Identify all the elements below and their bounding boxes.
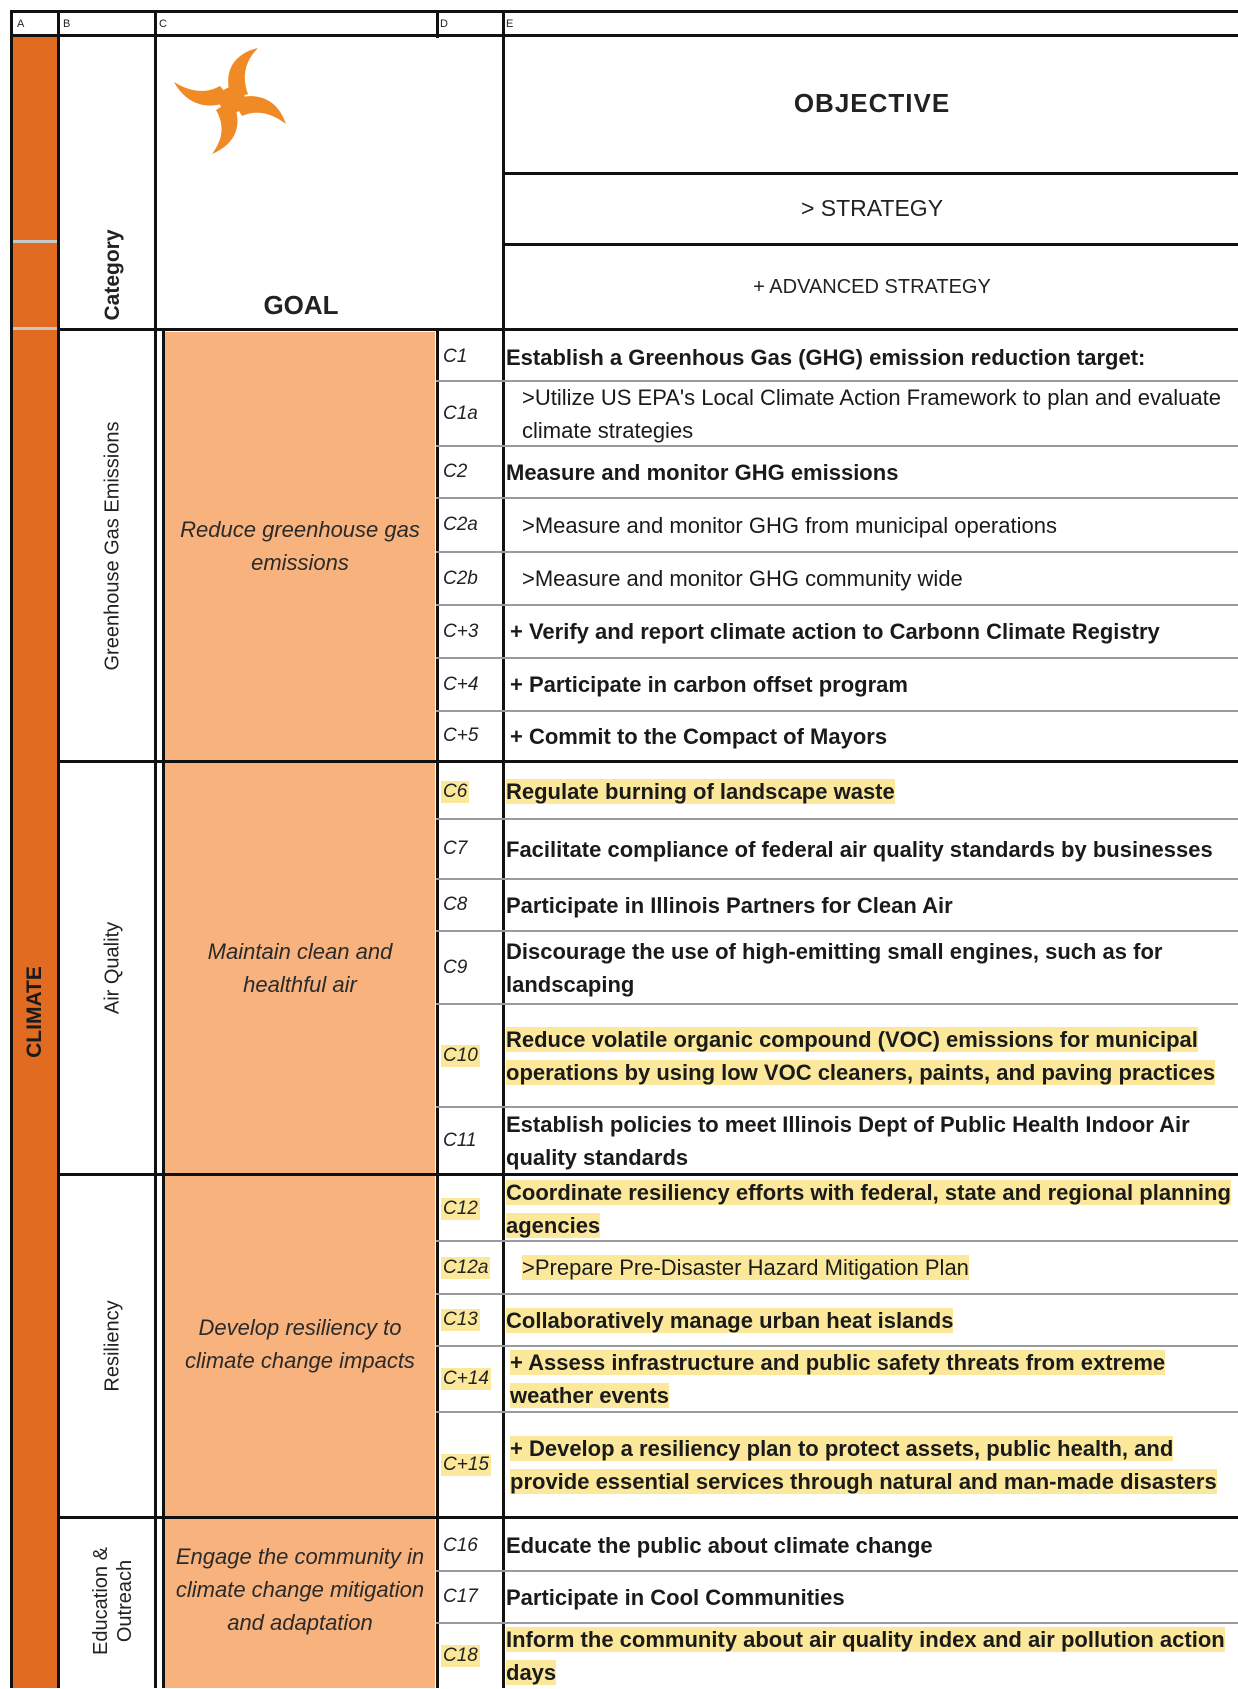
objective-text: >Prepare Pre-Disaster Hazard Mitigation Plan [522, 1255, 969, 1280]
grid-line [436, 330, 439, 1688]
category-ghg: Greenhouse Gas Emissions [101, 421, 124, 671]
grid-line [502, 243, 1238, 246]
objective-cell [506, 1242, 1236, 1293]
objective-code [441, 447, 501, 497]
objective-code [441, 606, 501, 657]
grid-line [436, 1106, 1238, 1108]
objective-text: Establish policies to meet Illinois Dept of Public Health Indoor Air quality standards [506, 1111, 1190, 1170]
objective-code [441, 820, 501, 878]
grid-line [502, 10, 505, 1688]
grid-line [436, 657, 1238, 659]
grid-line [436, 930, 1238, 932]
grid-line [57, 328, 1238, 331]
objective-code-text: C18 [443, 1645, 478, 1666]
grid-line [162, 330, 165, 1688]
climate-section-band [12, 36, 58, 1688]
category-education-label: Education & Outreach [90, 1547, 136, 1655]
objective-cell [506, 1005, 1236, 1106]
objective-cell [506, 1347, 1236, 1411]
grid-line [436, 1622, 1238, 1624]
objective-cell [506, 1108, 1236, 1173]
goal-education: Engage the community in climate change mitigation and adaptation [175, 1544, 425, 1635]
objective-code-text: C2b [443, 567, 478, 589]
objective-code [441, 712, 501, 760]
goal-ghg: Reduce greenhouse gas emissions [180, 517, 420, 575]
grid-line [57, 10, 60, 1688]
objective-code-text: C1 [443, 346, 468, 367]
grid-line [436, 380, 1238, 382]
objective-code [441, 659, 501, 710]
grid-line [436, 497, 1238, 499]
grid-line [57, 1173, 1238, 1176]
objective-text: Collaboratively manage urban heat islands [506, 1307, 954, 1333]
objective-cell [506, 1521, 1236, 1570]
objective-cell [506, 553, 1236, 604]
objective-text: + Verify and report climate action to Carbonn Climate Registry [510, 619, 1160, 644]
objective-code [441, 1295, 501, 1345]
grid-line [436, 1411, 1238, 1413]
column-header-b[interactable]: B [63, 18, 71, 30]
objective-code-text: C11 [443, 1129, 477, 1151]
objective-code-text: C12a [443, 1256, 489, 1278]
objective-code-text: C+14 [443, 1368, 489, 1389]
objective-code-text: C10 [443, 1044, 478, 1066]
objective-code-text: C9 [443, 956, 468, 978]
grid-line [57, 760, 1238, 763]
objective-code-text: C+5 [443, 725, 479, 746]
objective-cell [506, 606, 1236, 657]
grid-line [57, 1516, 1238, 1519]
objective-code [441, 932, 501, 1003]
objective-cell [506, 382, 1236, 445]
category-education [89, 1541, 137, 1661]
objective-code-text: C2 [443, 461, 468, 482]
grid-line [10, 10, 13, 1688]
objective-cell [506, 1624, 1236, 1688]
objective-cell [506, 334, 1236, 380]
grid-line [436, 818, 1238, 820]
grid-line [436, 1345, 1238, 1347]
grid-line [436, 1293, 1238, 1295]
band-separator-top [12, 240, 58, 243]
objective-text: >Utilize US EPA's Local Climate Action Framework to plan and evaluate climate strategies [522, 384, 1221, 443]
objective-code-text: C12 [443, 1198, 478, 1219]
objective-text: Establish a Greenhous Gas (GHG) emission reduction target: [506, 344, 1146, 370]
objective-code-text: C6 [443, 780, 468, 802]
objective-code-text: C8 [443, 894, 468, 915]
objective-text: Coordinate resiliency efforts with federal, state and regional planning agencies [506, 1180, 1231, 1238]
strategy-header: > STRATEGY [800, 195, 944, 221]
objective-text: Measure and monitor GHG emissions [506, 459, 899, 485]
objective-code-text: C2a [443, 514, 478, 535]
objective-code [441, 1347, 501, 1411]
objective-code [441, 1005, 501, 1106]
column-header-a[interactable]: A [17, 18, 25, 30]
grid-line [12, 34, 1238, 37]
objective-code [441, 1521, 501, 1570]
goal-air-quality: Maintain clean and healthful air [207, 939, 393, 997]
grid-line [436, 710, 1238, 712]
objective-code [441, 1178, 501, 1240]
objective-code-text: C1a [443, 402, 478, 424]
objective-cell [506, 880, 1236, 930]
objective-code [441, 553, 501, 604]
objective-code-text: C+3 [443, 620, 479, 642]
advanced-strategy-header: + ADVANCED STRATEGY [753, 276, 991, 298]
goal-header: GOAL [263, 290, 339, 320]
objective-code [441, 1242, 501, 1293]
grid-line [12, 10, 1238, 13]
objective-code-text: C16 [443, 1534, 478, 1556]
objective-text: Regulate burning of landscape waste [506, 779, 895, 804]
objective-code [441, 1413, 501, 1516]
category-resiliency: Resiliency [101, 1300, 124, 1392]
grid-line [154, 10, 157, 1688]
objective-cell [506, 820, 1236, 878]
objective-text: + Develop a resiliency plan to protect assets, public health, and provide essential services through natural and man-made disasters [510, 1435, 1217, 1494]
grid-line [436, 1240, 1238, 1242]
orange-swirl-logo-icon [170, 44, 294, 156]
objective-code-text: C+4 [443, 673, 479, 695]
grid-line [436, 878, 1238, 880]
objective-text: Participate in Illinois Partners for Clean Air [506, 892, 953, 918]
objective-text: + Commit to the Compact of Mayors [510, 723, 888, 749]
section-label: CLIMATE [23, 966, 46, 1058]
grid-line [436, 1570, 1238, 1572]
objective-code [441, 499, 501, 551]
objective-code-text: C17 [443, 1586, 478, 1607]
objective-header: OBJECTIVE [793, 88, 951, 118]
objective-text: Discourage the use of high-emitting small engines, such as for landscaping [506, 938, 1163, 997]
category-air-quality: Air Quality [101, 921, 124, 1015]
objective-code [441, 880, 501, 930]
objective-cell [506, 1295, 1236, 1345]
objective-text: >Measure and monitor GHG from municipal operations [522, 512, 1057, 538]
grid-line [502, 172, 1238, 175]
objective-text: Reduce volatile organic compound (VOC) emissions for municipal operations by using low VOC cleaners, paints, and paving practices [506, 1026, 1216, 1085]
objective-cell [506, 447, 1236, 497]
objective-code [441, 334, 501, 380]
objective-cell [506, 499, 1236, 551]
objective-code [441, 1108, 501, 1173]
objective-cell [506, 1572, 1236, 1622]
objective-cell [506, 765, 1236, 818]
band-separator-mid [12, 327, 58, 330]
objective-text: + Assess infrastructure and public safety threats from extreme weather events [510, 1350, 1166, 1408]
objective-text: + Participate in carbon offset program [510, 672, 908, 697]
objective-text: Facilitate compliance of federal air quality standards by businesses [506, 836, 1213, 862]
objective-cell [506, 1413, 1236, 1516]
grid-line [436, 604, 1238, 606]
objective-code [441, 1572, 501, 1622]
goal-resiliency: Develop resiliency to climate change impacts [185, 1315, 415, 1373]
objective-cell [506, 712, 1236, 760]
grid-line [436, 445, 1238, 447]
objective-text: Inform the community about air quality index and air pollution action days [506, 1627, 1225, 1685]
objective-cell [506, 1178, 1236, 1240]
category-header: Category [101, 229, 124, 321]
objective-code [441, 1624, 501, 1688]
grid-line [436, 10, 439, 38]
objective-code [441, 382, 501, 445]
column-header-c[interactable]: C [159, 18, 167, 30]
column-header-e[interactable]: E [506, 18, 514, 30]
objective-cell [506, 659, 1236, 710]
objective-code-text: C+15 [443, 1453, 489, 1475]
column-header-d[interactable]: D [440, 18, 448, 30]
objective-code-text: C7 [443, 838, 468, 859]
objective-text: Participate in Cool Communities [506, 1584, 845, 1610]
objective-text: >Measure and monitor GHG community wide [522, 566, 963, 591]
objective-cell [506, 932, 1236, 1003]
objective-text: Educate the public about climate change [506, 1533, 933, 1558]
grid-line [436, 551, 1238, 553]
objective-code [441, 765, 501, 818]
objective-code-text: C13 [443, 1309, 478, 1330]
grid-line [436, 1003, 1238, 1005]
